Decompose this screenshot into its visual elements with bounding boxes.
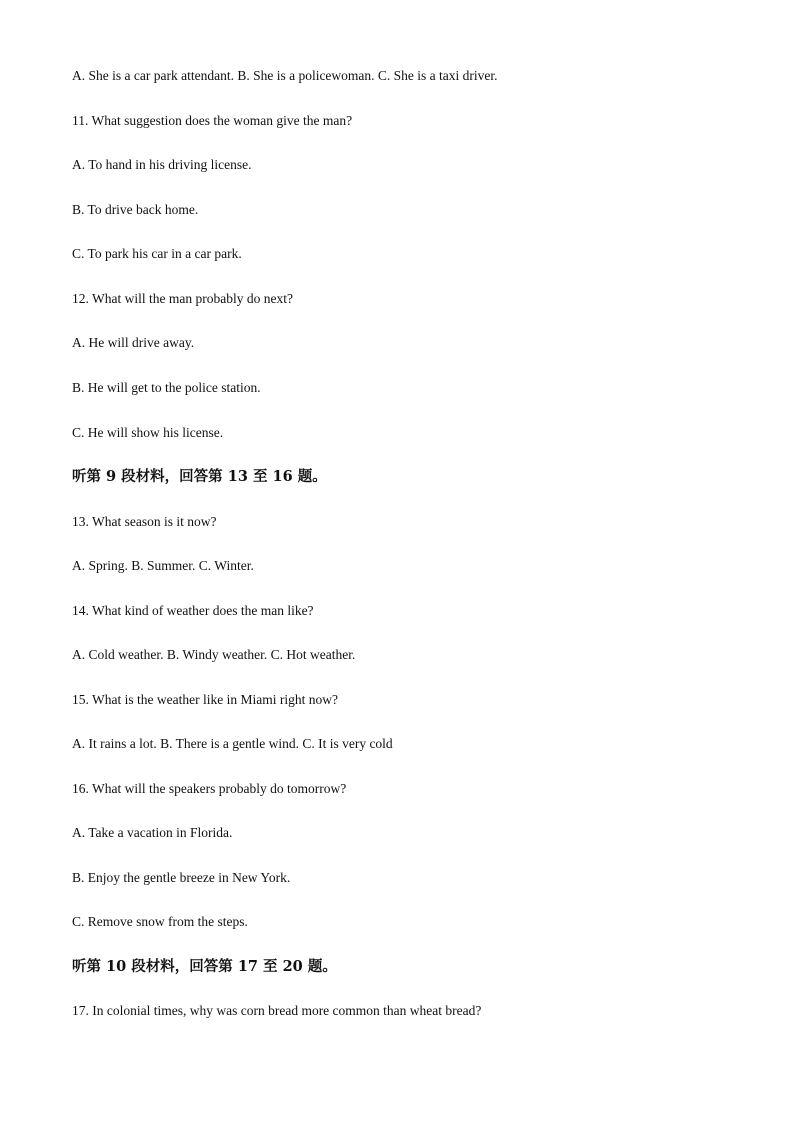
- q16-option-a: A. Take a vacation in Florida.: [72, 825, 233, 840]
- q11-option-b: B. To drive back home.: [72, 202, 199, 217]
- q11-question: 11. What suggestion does the woman give the man?: [72, 113, 353, 128]
- q11-option-a: A. To hand in his driving license.: [72, 157, 252, 172]
- q13-options: A. Spring. B. Summer. C. Winter.: [72, 558, 254, 573]
- q10-options: A. She is a car park attendant. B. She is a policewoman. C. She is a taxi driver.: [72, 68, 498, 83]
- q15-question: 15. What is the weather like in Miami right now?: [72, 692, 338, 707]
- q16-option-b: B. Enjoy the gentle breeze in New York.: [72, 870, 291, 885]
- q14-options: A. Cold weather. B. Windy weather. C. Hot weather.: [72, 647, 356, 662]
- q14-question: 14. What kind of weather does the man like?: [72, 603, 314, 618]
- q15-options: A. It rains a lot. B. There is a gentle wind. C. It is very cold: [72, 736, 393, 751]
- q16-option-c: C. Remove snow from the steps.: [72, 914, 248, 929]
- q12-option-c: C. He will show his license.: [72, 425, 224, 440]
- q12-option-b: B. He will get to the police station.: [72, 380, 261, 395]
- q11-option-c: C. To park his car in a car park.: [72, 246, 242, 261]
- q13-question: 13. What season is it now?: [72, 514, 217, 529]
- q16-question: 16. What will the speakers probably do tomorrow?: [72, 781, 347, 796]
- q12-question: 12. What will the man probably do next?: [72, 291, 293, 306]
- section-heading-9: 听第 9 段材料，回答第 13 至 16 题。: [72, 468, 327, 485]
- q17-question: 17. In colonial times, why was corn bread more common than wheat bread?: [72, 1003, 482, 1018]
- q12-option-a: A. He will drive away.: [72, 335, 195, 350]
- section-heading-10: 听第 10 段材料，回答第 17 至 20 题。: [72, 958, 337, 975]
